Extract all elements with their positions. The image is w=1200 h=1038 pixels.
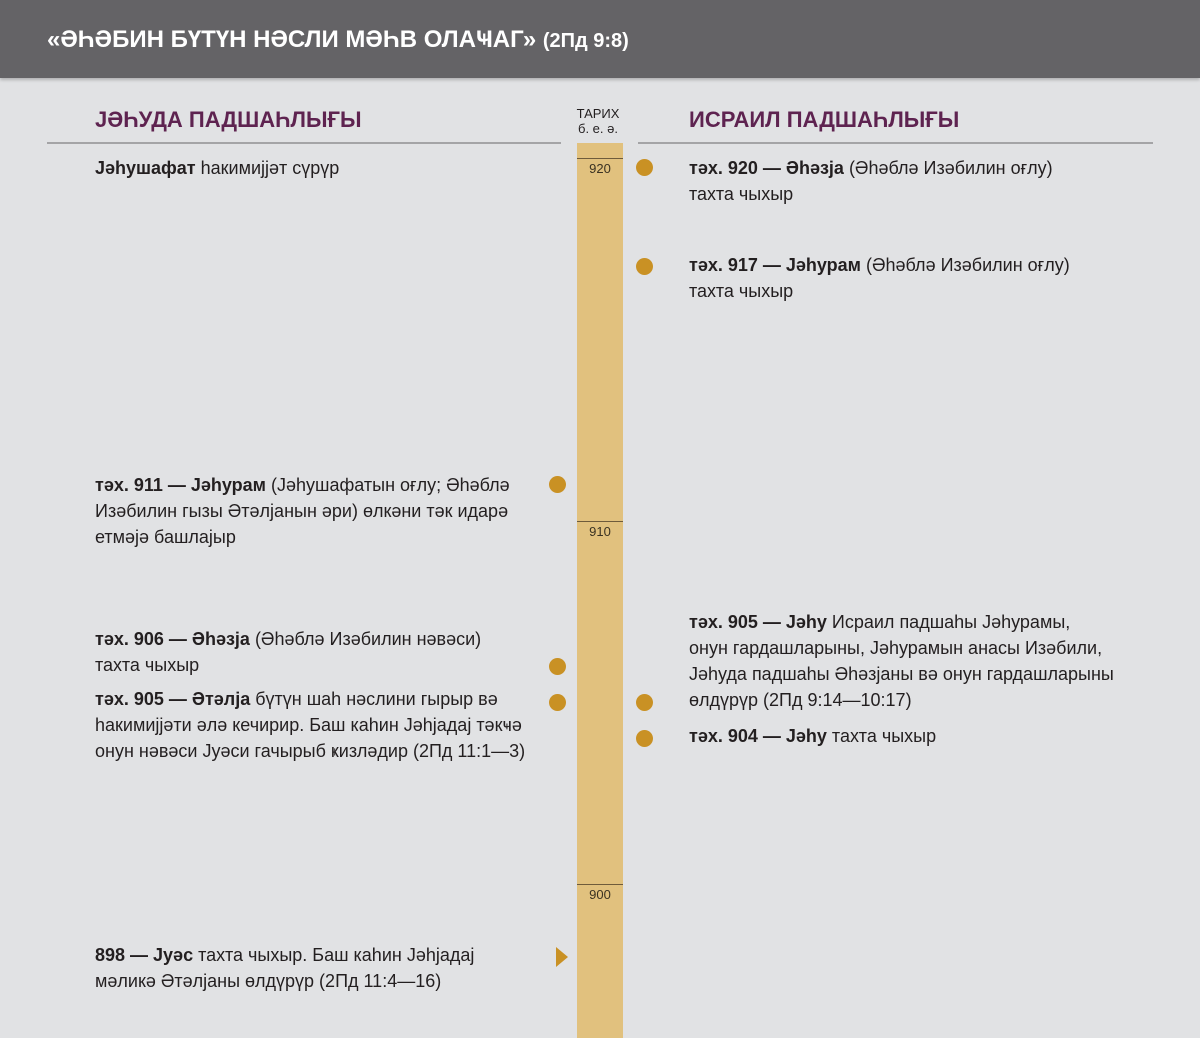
judah-heading-rule <box>47 142 561 144</box>
event-description: Исраил падшаһы Јәһурамы, онун гардашларыны, Јәһурамын анасы Изәбили, Јәһуда падшаһы Әһәзјаны вә онун гардашларыны өлдүрүр (2Пд 9:14—10:17) <box>689 612 1114 710</box>
event-title: тәх. 904 — Јәһу <box>689 726 827 746</box>
page-title <box>47 25 629 56</box>
judah-event-911 <box>95 472 510 550</box>
judah-event-jehoshaphat <box>95 155 339 181</box>
judah-dot-marker-icon <box>549 658 566 675</box>
tick-label-900: 900 <box>589 887 611 902</box>
israel-kingdom-heading: ИСРАИЛ ПАДШАҺЛЫҒЫ <box>689 107 960 132</box>
tick-line-910 <box>577 521 623 522</box>
israel-dot-marker-icon <box>636 694 653 711</box>
title-reference: (2Пд 9:8) <box>542 30 629 52</box>
israel-event-904 <box>689 723 936 749</box>
judah-triangle-marker-icon <box>556 947 568 967</box>
event-description: тахта чыхыр. Баш каһин Јәһјадај мәликә Әтәлјаны өлдүрүр (2Пд 11:4—16) <box>95 945 475 991</box>
israel-dot-marker-icon <box>636 159 653 176</box>
tick-line-920 <box>577 158 623 159</box>
israel-heading-rule <box>638 142 1153 144</box>
event-description: бүтүн шаһ нәслини гырыр вә һакимијјәти әлә кечирир. Баш каһин Јәһјадај тәкҹә онун нәвәси Јуәси гачырыб ҝизләдир (2Пд 11:1—3) <box>95 689 526 761</box>
israel-dot-marker-icon <box>636 730 653 747</box>
event-description: (Јәһушафатын оғлу; Әһәблә Изәбилин гызы Әтәлјанын әри) өлкәни тәк идарә етмәјә башлајыр <box>95 475 510 547</box>
event-title: тәх. 905 — Әтәлја <box>95 689 251 709</box>
timeline-bar <box>577 143 623 1038</box>
tick-line-900 <box>577 884 623 885</box>
event-description: тахта чыхыр <box>831 726 937 746</box>
judah-dot-marker-icon <box>549 694 566 711</box>
event-title: тәх. 906 — Әһәзја <box>95 629 250 649</box>
judah-event-898 <box>95 942 474 994</box>
judah-kingdom-heading: ЈӘҺУДА ПАДШАҺЛЫҒЫ <box>95 107 362 132</box>
judah-event-906 <box>95 626 481 678</box>
event-description: һакимијјәт сүрүр <box>200 158 340 178</box>
era-label <box>559 106 637 136</box>
era-unit: б. е. ә. <box>578 121 618 136</box>
era-title: ТАРИХ <box>576 106 620 121</box>
israel-event-905 <box>689 609 1114 713</box>
event-title: тәх. 917 — Јәһурам <box>689 255 861 275</box>
israel-event-917 <box>689 252 1070 304</box>
israel-event-920 <box>689 155 1053 207</box>
event-description: (Әһәблә Изәбилин нәвәси) тахта чыхыр <box>95 629 482 675</box>
event-title: тәх. 911 — Јәһурам <box>95 475 266 495</box>
tick-label-910: 910 <box>589 524 611 539</box>
tick-label-920: 920 <box>589 161 611 176</box>
judah-dot-marker-icon <box>549 476 566 493</box>
title-text: «ӘҺӘБИН БҮТҮН НӘСЛИ МӘҺВ ОЛАҸАГ» <box>47 26 537 53</box>
event-title: 898 — Јуәс <box>95 945 194 965</box>
title-bar <box>0 0 1200 78</box>
event-description: (Әһәблә Изәбилин оғлу) тахта чыхыр <box>689 255 1070 301</box>
event-title: тәх. 905 — Јәһу <box>689 612 827 632</box>
event-title: тәх. 920 — Әһәзја <box>689 158 844 178</box>
event-description: (Әһәблә Изәбилин оғлу) тахта чыхыр <box>689 158 1053 204</box>
judah-event-905 <box>95 686 525 764</box>
israel-dot-marker-icon <box>636 258 653 275</box>
event-title: Јәһушафат <box>95 158 196 178</box>
